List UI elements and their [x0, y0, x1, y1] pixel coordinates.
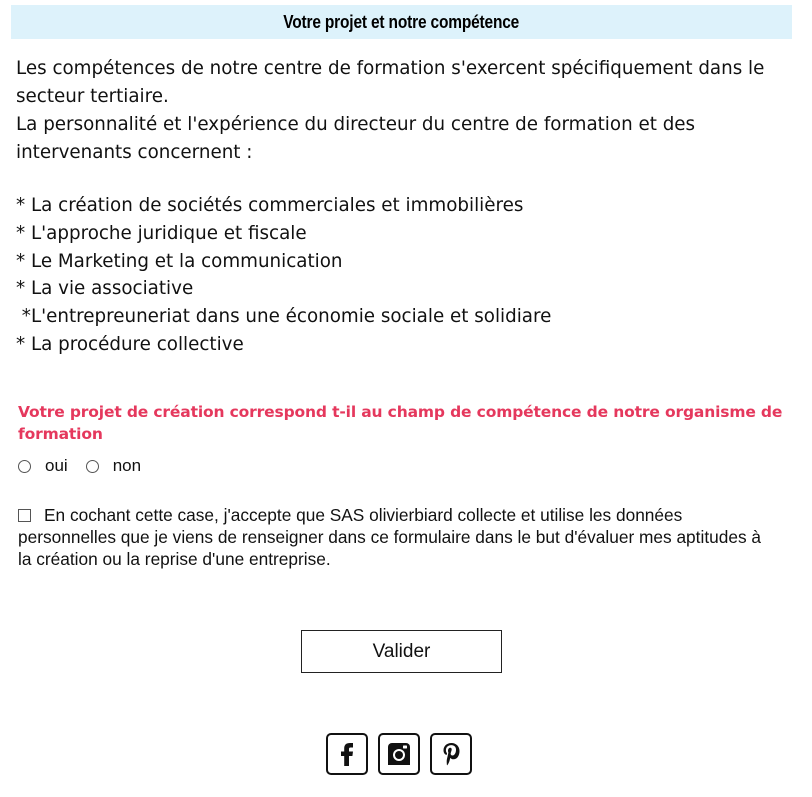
consent-block	[18, 504, 763, 570]
facebook-icon	[336, 740, 358, 768]
consent-checkbox[interactable]	[18, 509, 31, 522]
submit-button[interactable]: Valider	[301, 630, 502, 673]
list-item: * L'approche juridique et fiscale	[16, 222, 307, 244]
list-item: * La création de sociétés commerciales et immobilières	[16, 195, 524, 216]
radio-option-non[interactable]	[86, 456, 141, 476]
radio-non[interactable]	[86, 460, 99, 473]
list-item: * Le Marketing et la communication	[16, 250, 343, 272]
intro-text	[16, 55, 791, 167]
intro-paragraph-1: Les compétences de notre centre de formation s'exercent spécifiquement dans le secteur tertiaire.	[16, 58, 765, 107]
radio-option-oui[interactable]	[18, 456, 68, 476]
competence-list	[16, 192, 796, 359]
instagram-icon	[386, 741, 412, 767]
radio-label-non: non	[112, 456, 142, 475]
question-label: Votre projet de création correspond t-il au champ de compétence de notre organisme de formation	[18, 403, 783, 443]
intro-paragraph-2: La personnalité et l'expérience du directeur du centre de formation et des intervenants concernent :	[16, 114, 696, 163]
social-links	[326, 733, 472, 775]
list-item: * La procédure collective	[16, 333, 244, 355]
radio-label-oui: oui	[45, 456, 68, 475]
consent-text: En cochant cette case, j'accepte que SAS olivierbiard collecte et utilise les données personnelles que je viens de renseigner dans ce formulaire dans le but d'évaluer mes aptitudes à la création ou la reprise d'une entreprise.	[18, 505, 762, 569]
list-item: *L'entrepreuneriat dans une économie sociale et solidiare	[16, 306, 552, 328]
instagram-link[interactable]	[378, 733, 420, 775]
section-header	[11, 5, 792, 39]
radio-group	[18, 456, 141, 476]
facebook-link[interactable]	[326, 733, 368, 775]
pinterest-link[interactable]	[430, 733, 472, 775]
pinterest-icon	[440, 740, 462, 768]
section-title: Votre projet et notre compétence	[283, 11, 520, 32]
radio-oui[interactable]	[18, 460, 31, 473]
list-item: * La vie associative	[16, 278, 194, 300]
